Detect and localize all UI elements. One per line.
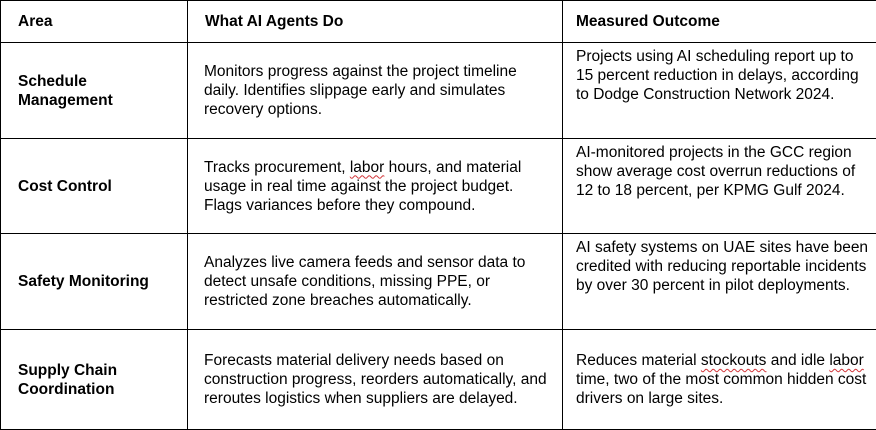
table-row [1,234,876,330]
outcome-cell: AI-monitored projects in the GCC region show average cost overrun reductions of 12 to 18 percent, per KPMG Gulf 2024. [563,139,876,234]
header-row [1,1,876,43]
area-cell: Cost Control [1,139,188,234]
does-cell: Tracks procurement, labor hours, and material usage in real time against the project budget. Flags variances before they compound. [188,139,563,234]
area-cell: Supply Chain Coordination [1,330,188,430]
area-cell: Safety Monitoring [1,234,188,330]
outcome-cell: AI safety systems on UAE sites have been credited with reducing reportable incidents by over 30 percent in pilot deployments. [563,234,876,330]
does-cell: Forecasts material delivery needs based on construction progress, reorders automatically, and reroutes logistics when suppliers are delayed. [188,330,563,430]
header-area: Area [1,1,188,43]
header-what-ai-agents-do: What AI Agents Do [188,1,563,43]
table-row [1,139,876,234]
spellcheck-flag: stockouts [700,352,767,369]
does-cell: Monitors progress against the project timeline daily. Identifies slippage early and simulates recovery options. [188,43,563,139]
area-cell: Schedule Management [1,43,188,139]
table-row [1,43,876,139]
outcome-cell: Reduces material stockouts and idle labor time, two of the most common hidden cost drivers on large sites. [563,330,876,430]
outcome-cell: Projects using AI scheduling report up to 15 percent reduction in delays, according to Dodge Construction Network 2024. [563,43,876,139]
spellcheck-flag: labor [829,352,864,369]
table-row [1,330,876,430]
does-cell: Analyzes live camera feeds and sensor data to detect unsafe conditions, missing PPE, or restricted zone breaches automatically. [188,234,563,330]
header-measured-outcome: Measured Outcome [563,1,876,43]
spellcheck-flag: labor [349,158,385,176]
